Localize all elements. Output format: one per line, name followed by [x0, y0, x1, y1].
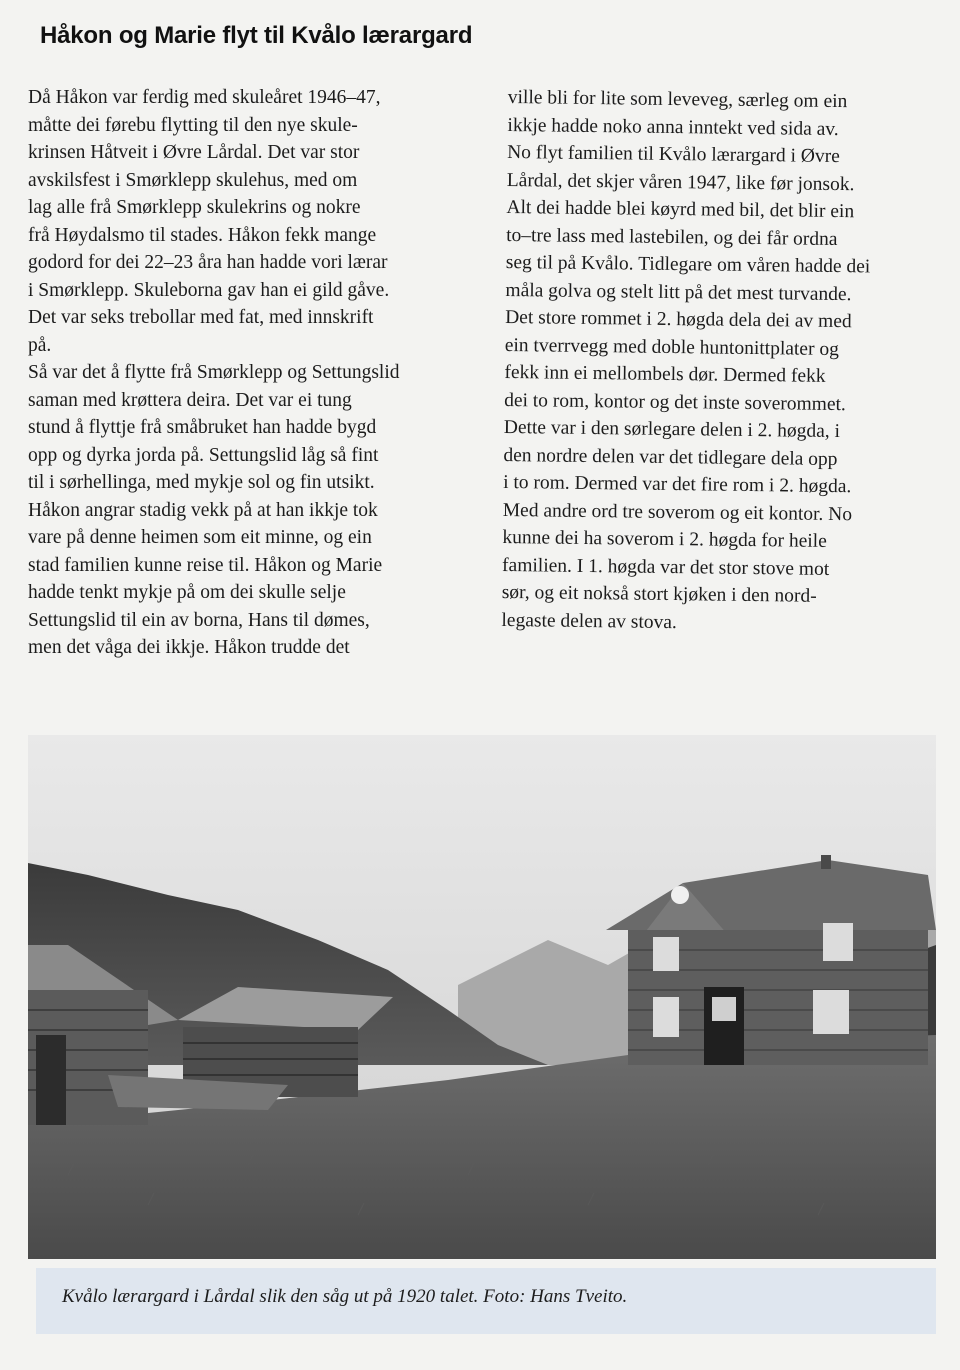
text-line: fekk inn ei mellombels dør. Dermed fekk: [504, 361, 826, 387]
text-line: familien. I 1. høgda var det stor stove mot: [501, 554, 830, 580]
text-line: på.: [28, 334, 52, 356]
text-line: i Smørklepp. Skuleborna gav han ei gild gåve.: [28, 279, 390, 301]
text-line: ein tverrvegg med doble huntonittplater og: [504, 334, 840, 360]
text-line: ville bli for lite som leveveg, særleg om ein: [507, 86, 848, 113]
text-line: Då Håkon var ferdig med skuleåret 1946–47,: [28, 87, 381, 108]
farm-photo-illustration: [28, 735, 936, 1259]
text-line: krinsen Håtveit i Øvre Lårdal. Det var stor: [28, 142, 360, 163]
text-line: Lårdal, det skjer våren 1947, like før jonsok.: [506, 169, 855, 195]
text-line: Det store rommet i 2. høgda dela dei av med: [505, 306, 852, 333]
text-line: saman med krøttera deira. Det var ei tung: [28, 389, 352, 411]
text-line: Settungslid til ein av borna, Hans til dømes,: [28, 609, 370, 631]
text-line: dei to rom, kontor og det inste soverommet.: [504, 389, 846, 415]
text-line: Alt dei hadde blei køyrd med bil, det blir ein: [506, 196, 855, 223]
paragraph: [28, 84, 476, 662]
text-line: vare på denne heimen som eit minne, og ein: [28, 527, 372, 548]
text-line: Det var seks trebollar med fat, med innskrift: [28, 307, 374, 328]
text-line: legaste delen av stova.: [501, 609, 678, 633]
text-line: avskilsfest i Smørklepp skulehus, med om: [28, 169, 358, 191]
text-line: Dette var i den sørlegare delen i 2. høgda, i: [503, 416, 841, 443]
text-line: stund å flyttje frå småbruket han hadde bygd: [28, 417, 377, 438]
text-line: måla golva og stelt litt på det mest turvande.: [505, 279, 852, 305]
text-line: sør, og eit nokså stort kjøken i den nord-: [501, 581, 817, 607]
text-line: Med andre ord tre soverom og eit kontor. No: [502, 499, 853, 525]
text-line: lag alle frå Smørklepp skulekrins og nokre: [28, 197, 361, 218]
text-line: No flyt familien til Kvålo lærargard i Øvre: [507, 141, 840, 168]
text-line: i to rom. Dermed var det fire rom i 2. høgda.: [503, 471, 852, 498]
text-line: måtte dei førebu flytting til den nye skule-: [28, 114, 358, 136]
text-line: to–tre lass med lastebilen, og dei får ordna: [506, 224, 838, 250]
farm-photo: [28, 735, 936, 1259]
photo-caption: Kvålo lærargard i Lårdal slik den såg ut på 1920 talet. Foto: Hans Tveito.: [62, 1286, 628, 1307]
text-line: hadde tenkt mykje på om dei skulle selje: [28, 582, 346, 603]
text-line: men det våga dei ikkje. Håkon trudde det: [28, 637, 350, 658]
text-line: seg til på Kvålo. Tidlegare om våren hadde dei: [505, 251, 871, 278]
paragraph: [501, 84, 922, 639]
text-line: godord for dei 22–23 åra han hadde vori lærar: [28, 252, 388, 273]
text-line: ikkje hadde noko anna inntekt ved sida av.: [507, 114, 839, 140]
text-line: opp og dyrka jorda på. Settungslid låg så fint: [28, 444, 379, 466]
text-line: den nordre delen var det tidlegare dela opp: [503, 444, 838, 470]
text-line: Så var det å flytte frå Smørklepp og Settungslid: [28, 362, 400, 383]
text-line: frå Høydalsmo til stades. Håkon fekk mange: [28, 224, 377, 246]
page-title: Håkon og Marie flyt til Kvålo lærargard: [40, 22, 473, 49]
right-text-column: [501, 84, 922, 639]
text-line: Håkon angrar stadig vekk på at han ikkje tok: [28, 499, 378, 521]
left-text-column: [28, 84, 476, 662]
text-line: til i sørhellinga, med mykje sol og fin utsikt.: [28, 472, 375, 493]
text-line: stad familien kunne reise til. Håkon og Marie: [28, 554, 383, 576]
text-line: kunne dei ha soverom i 2. høgda for heile: [502, 526, 827, 552]
